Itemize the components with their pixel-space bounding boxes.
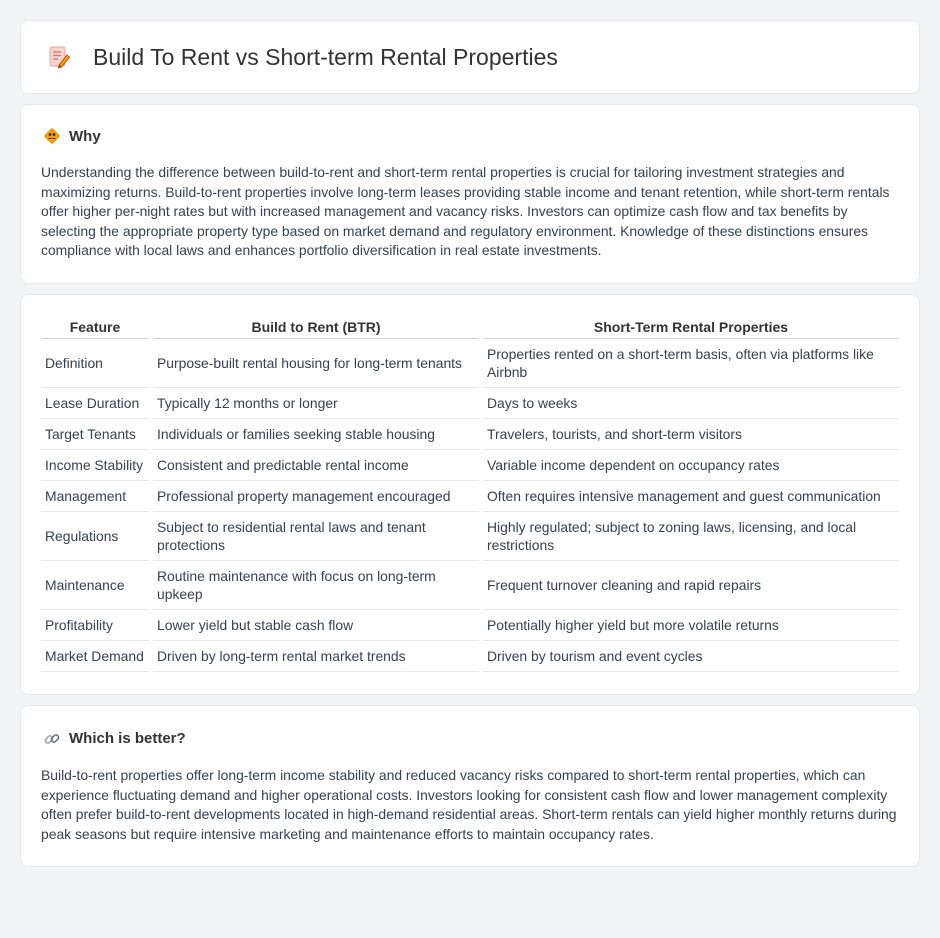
row-feature-cell: Income Stability — [41, 450, 149, 481]
row-feature-cell: Definition — [41, 339, 149, 388]
row-str-cell: Potentially higher yield but more volatile returns — [483, 610, 899, 641]
why-section — [20, 104, 920, 284]
row-btr-cell: Routine maintenance with focus on long-term upkeep — [153, 561, 479, 610]
row-str-cell: Highly regulated; subject to zoning laws, licensing, and local restrictions — [483, 512, 899, 561]
row-str-cell: Travelers, tourists, and short-term visitors — [483, 419, 899, 450]
table-row — [41, 641, 899, 672]
row-btr-cell: Professional property management encouraged — [153, 481, 479, 512]
row-btr-cell: Purpose-built rental housing for long-term tenants — [153, 339, 479, 388]
row-str-cell: Driven by tourism and event cycles — [483, 641, 899, 672]
table-row — [41, 561, 899, 610]
row-str-cell: Properties rented on a short-term basis, often via platforms like Airbnb — [483, 339, 899, 388]
row-str-cell: Frequent turnover cleaning and rapid repairs — [483, 561, 899, 610]
comparison-table — [37, 313, 903, 672]
row-feature-cell: Regulations — [41, 512, 149, 561]
why-header — [41, 127, 899, 145]
table-row — [41, 481, 899, 512]
table-row — [41, 610, 899, 641]
page-title: Build To Rent vs Short-term Rental Properties — [93, 43, 558, 70]
row-feature-cell: Target Tenants — [41, 419, 149, 450]
row-str-cell: Days to weeks — [483, 388, 899, 419]
header-short-term-rental: Short-Term Rental Properties — [483, 313, 899, 339]
row-feature-cell: Market Demand — [41, 641, 149, 672]
table-row — [41, 512, 899, 561]
which-header — [41, 730, 899, 748]
row-btr-cell: Consistent and predictable rental income — [153, 450, 479, 481]
why-title: Why — [69, 127, 101, 145]
row-feature-cell: Management — [41, 481, 149, 512]
link-icon — [43, 730, 61, 748]
document-pen-icon — [45, 43, 73, 71]
table-row — [41, 388, 899, 419]
header-card — [20, 20, 920, 94]
diamond-people-icon — [43, 127, 61, 145]
row-btr-cell: Subject to residential rental laws and tenant protections — [153, 512, 479, 561]
table-row — [41, 339, 899, 388]
which-text: Build-to-rent properties offer long-term income stability and reduced vacancy risks compared to short-term rental properties, which can experience fluctuating demand and higher operational costs. Investors looking for consistent cash flow and lower management complexity often prefer build-to-rent developments located in high-demand residential areas. Short-term rentals can yield higher monthly returns during peak seasons but require intensive marketing and maintenance efforts to maintain occupancy rates. — [41, 766, 897, 842]
comparison-table-card — [20, 294, 920, 695]
table-row — [41, 419, 899, 450]
row-feature-cell: Profitability — [41, 610, 149, 641]
row-btr-cell: Driven by long-term rental market trends — [153, 641, 479, 672]
row-btr-cell: Individuals or families seeking stable housing — [153, 419, 479, 450]
table-row — [41, 450, 899, 481]
header-feature: Feature — [41, 313, 149, 339]
which-title: Which is better? — [69, 730, 186, 748]
row-btr-cell: Lower yield but stable cash flow — [153, 610, 479, 641]
table-header-row — [41, 313, 899, 339]
row-feature-cell: Maintenance — [41, 561, 149, 610]
why-text: Understanding the difference between build-to-rent and short-term rental properties is crucial for tailoring investment strategies and maximizing returns. Build-to-rent properties involve long-term leases providing stable income and tenant retention, while short-term rentals offer higher per-night rates but with increased management and vacancy risks. Investors can optimize cash flow and tax benefits by selecting the appropriate property type based on market demand and regulatory environment. Knowledge of these distinctions ensures compliance with local laws and enhances portfolio diversification in real estate investments. — [41, 164, 890, 259]
row-str-cell: Variable income dependent on occupancy rates — [483, 450, 899, 481]
row-feature-cell: Lease Duration — [41, 388, 149, 419]
row-btr-cell: Typically 12 months or longer — [153, 388, 479, 419]
header-build-to-rent: Build to Rent (BTR) — [153, 313, 479, 339]
row-str-cell: Often requires intensive management and guest communication — [483, 481, 899, 512]
which-section — [20, 705, 920, 867]
